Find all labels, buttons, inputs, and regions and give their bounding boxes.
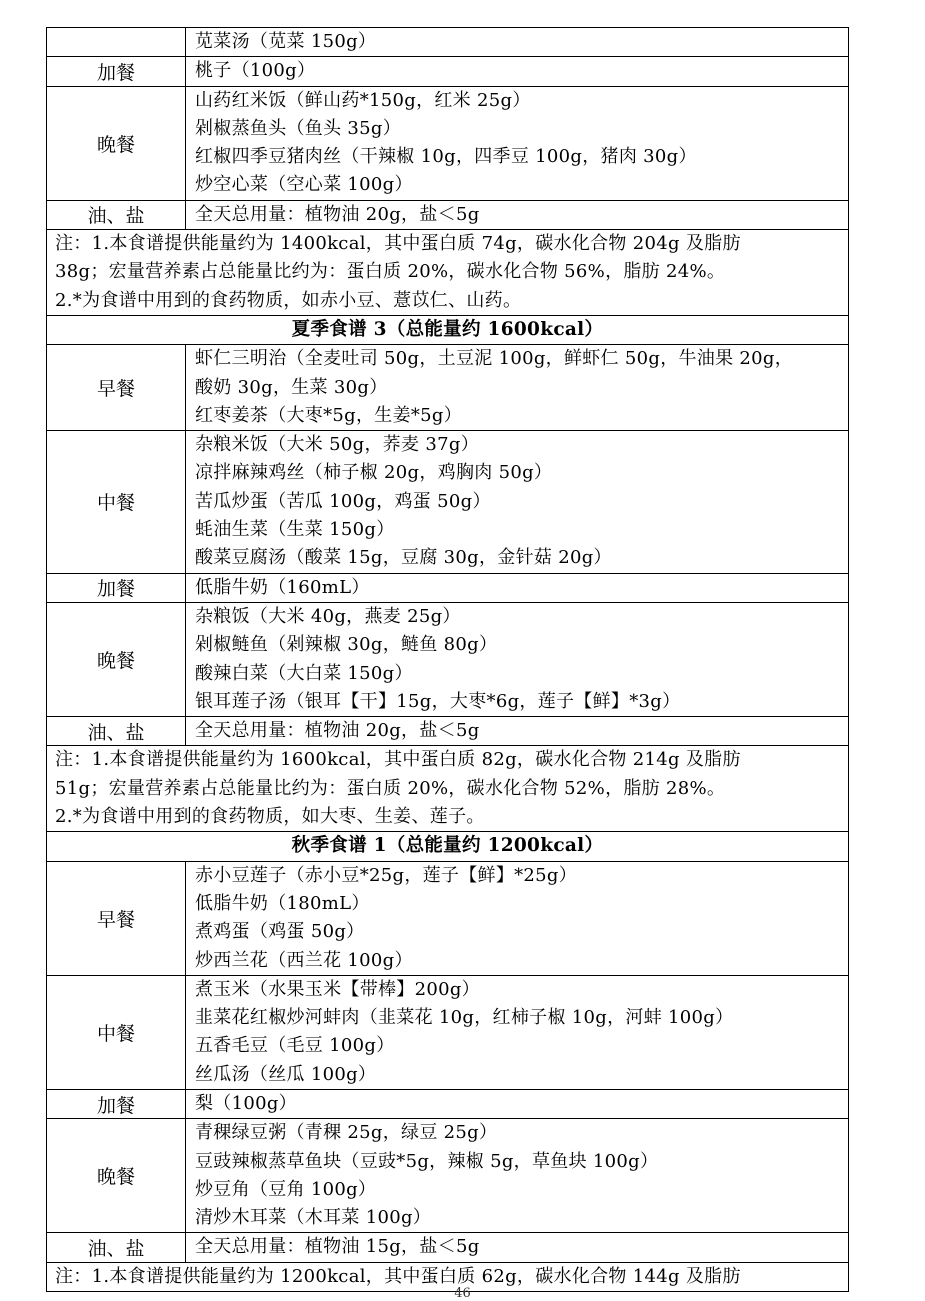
dish-item: 豆豉辣椒蒸草鱼块（豆豉*5g，辣椒 5g，草鱼块 100g） [195, 1150, 659, 1172]
recipe-table [46, 27, 849, 1292]
section-title: 秋季食谱 1（总能量约 1200kcal） [291, 835, 604, 857]
dish-item: 桃子（100g） [195, 60, 316, 82]
meal-label: 中餐 [47, 976, 186, 1089]
meal-row [47, 862, 849, 976]
dish-item: 山药红米饭（鲜山药*150g，红米 25g） [195, 89, 531, 111]
meal-row [47, 1233, 849, 1262]
meal-label: 晚餐 [47, 87, 186, 200]
meal-items [186, 345, 848, 430]
meal-label: 加餐 [47, 57, 186, 85]
meal-items [186, 1233, 848, 1261]
meal-label: 晚餐 [47, 1119, 186, 1232]
dish-item: 剁椒鲢鱼（剁辣椒 30g，鲢鱼 80g） [195, 634, 498, 656]
dish-item: 炒豆角（豆角 100g） [195, 1178, 377, 1200]
dish-item: 炒空心菜（空心菜 100g） [195, 174, 413, 196]
meal-row [47, 717, 849, 746]
section-title-row [47, 316, 849, 345]
note-line: 注：1.本食谱提供能量约为 1400kcal，其中蛋白质 74g，碳水化合物 204g 及脂肪 [55, 233, 741, 255]
meal-items [186, 574, 848, 602]
dish-item: 苋菜汤（苋菜 150g） [195, 31, 377, 52]
meal-label: 油、盐 [47, 201, 186, 229]
dish-item: 酸辣白菜（大白菜 150g） [195, 662, 413, 684]
note-line: 38g；宏量营养素占总能量比约为：蛋白质 20%，碳水化合物 56%，脂肪 24%。 [55, 261, 726, 283]
meal-label: 油、盐 [47, 717, 186, 745]
dish-item: 全天总用量：植物油 15g，盐＜5g [195, 1236, 480, 1258]
dish-item: 赤小豆莲子（赤小豆*25g，莲子【鲜】*25g） [195, 864, 578, 886]
dish-item: 丝瓜汤（丝瓜 100g） [195, 1063, 377, 1085]
note-line: 注：1.本食谱提供能量约为 1600kcal，其中蛋白质 82g，碳水化合物 214g 及脂肪 [55, 749, 741, 771]
dish-item: 全天总用量：植物油 20g，盐＜5g [195, 720, 480, 742]
meal-items [186, 431, 848, 572]
meal-label: 加餐 [47, 574, 186, 602]
meal-items [186, 862, 848, 975]
dish-item: 杂粮米饭（大米 50g，荞麦 37g） [195, 434, 479, 456]
dish-item: 红枣姜茶（大枣*5g，生姜*5g） [195, 404, 463, 426]
meal-items [186, 28, 848, 56]
meal-row [47, 976, 849, 1090]
note-text [47, 230, 741, 315]
meal-row [47, 57, 849, 86]
dish-item: 虾仁三明治（全麦吐司 50g，土豆泥 100g，鲜虾仁 50g，牛油果 20g， [195, 348, 794, 370]
dish-item: 剁椒蒸鱼头（鱼头 35g） [195, 117, 402, 139]
meal-items [186, 1119, 848, 1232]
dish-item: 低脂牛奶（160mL） [195, 576, 370, 598]
dish-item: 酸菜豆腐汤（酸菜 15g，豆腐 30g，金针菇 20g） [195, 547, 612, 569]
note-line: 注：1.本食谱提供能量约为 1200kcal，其中蛋白质 62g，碳水化合物 144g 及脂肪 [55, 1265, 741, 1287]
dish-item: 苦瓜炒蛋（苦瓜 100g，鸡蛋 50g） [195, 490, 491, 512]
meal-items [186, 976, 848, 1089]
dish-item: 青稞绿豆粥（青稞 25g，绿豆 25g） [195, 1122, 498, 1144]
meal-label: 早餐 [47, 862, 186, 975]
meal-items [186, 717, 848, 745]
meal-row [47, 28, 849, 57]
dish-item: 全天总用量：植物油 20g，盐＜5g [195, 203, 480, 225]
meal-items [186, 87, 848, 200]
page-number: 46 [454, 1286, 471, 1301]
dish-item: 凉拌麻辣鸡丝（柿子椒 20g，鸡胸肉 50g） [195, 462, 553, 484]
meal-row [47, 1119, 849, 1233]
meal-items [186, 57, 848, 85]
meal-items [186, 603, 848, 716]
meal-label: 早餐 [47, 345, 186, 430]
dish-item: 煮玉米（水果玉米【带棒】200g） [195, 978, 480, 1000]
meal-items [186, 1090, 848, 1118]
dish-item: 银耳莲子汤（银耳【干】15g，大枣*6g，莲子【鲜】*3g） [195, 690, 681, 712]
note-line: 2.*为食谱中用到的食药物质，如大枣、生姜、莲子。 [55, 806, 485, 828]
note-row [47, 746, 849, 832]
note-text [47, 746, 741, 831]
dish-item: 蚝油生菜（生菜 150g） [195, 519, 395, 541]
dish-item: 杂粮饭（大米 40g，燕麦 25g） [195, 605, 461, 627]
meal-label [47, 28, 186, 56]
section-title-row [47, 832, 849, 861]
dish-item: 梨（100g） [195, 1092, 297, 1114]
meal-row [47, 574, 849, 603]
meal-row [47, 87, 849, 201]
meal-row [47, 201, 849, 230]
dish-item: 红椒四季豆猪肉丝（干辣椒 10g，四季豆 100g，猪肉 30g） [195, 146, 697, 168]
dish-item: 酸奶 30g，生菜 30g） [195, 376, 388, 398]
section-title: 夏季食谱 3（总能量约 1600kcal） [291, 318, 604, 340]
meal-label: 中餐 [47, 431, 186, 572]
meal-row [47, 603, 849, 717]
meal-items [186, 201, 848, 229]
dish-item: 低脂牛奶（180mL） [195, 892, 370, 914]
meal-label: 加餐 [47, 1090, 186, 1118]
note-line: 51g；宏量营养素占总能量比约为：蛋白质 20%，碳水化合物 52%，脂肪 28%。 [55, 777, 726, 799]
meal-label: 油、盐 [47, 1233, 186, 1261]
note-row [47, 230, 849, 316]
dish-item: 煮鸡蛋（鸡蛋 50g） [195, 921, 365, 943]
dish-item: 韭菜花红椒炒河蚌肉（韭菜花 10g，红柿子椒 10g，河蚌 100g） [195, 1007, 734, 1029]
meal-label: 晚餐 [47, 603, 186, 716]
meal-row [47, 1090, 849, 1119]
meal-row [47, 431, 849, 573]
note-line: 2.*为食谱中用到的食药物质，如赤小豆、薏苡仁、山药。 [55, 289, 522, 311]
dish-item: 清炒木耳菜（木耳菜 100g） [195, 1207, 432, 1229]
meal-row [47, 345, 849, 431]
dish-item: 五香毛豆（毛豆 100g） [195, 1035, 395, 1057]
dish-item: 炒西兰花（西兰花 100g） [195, 949, 413, 971]
